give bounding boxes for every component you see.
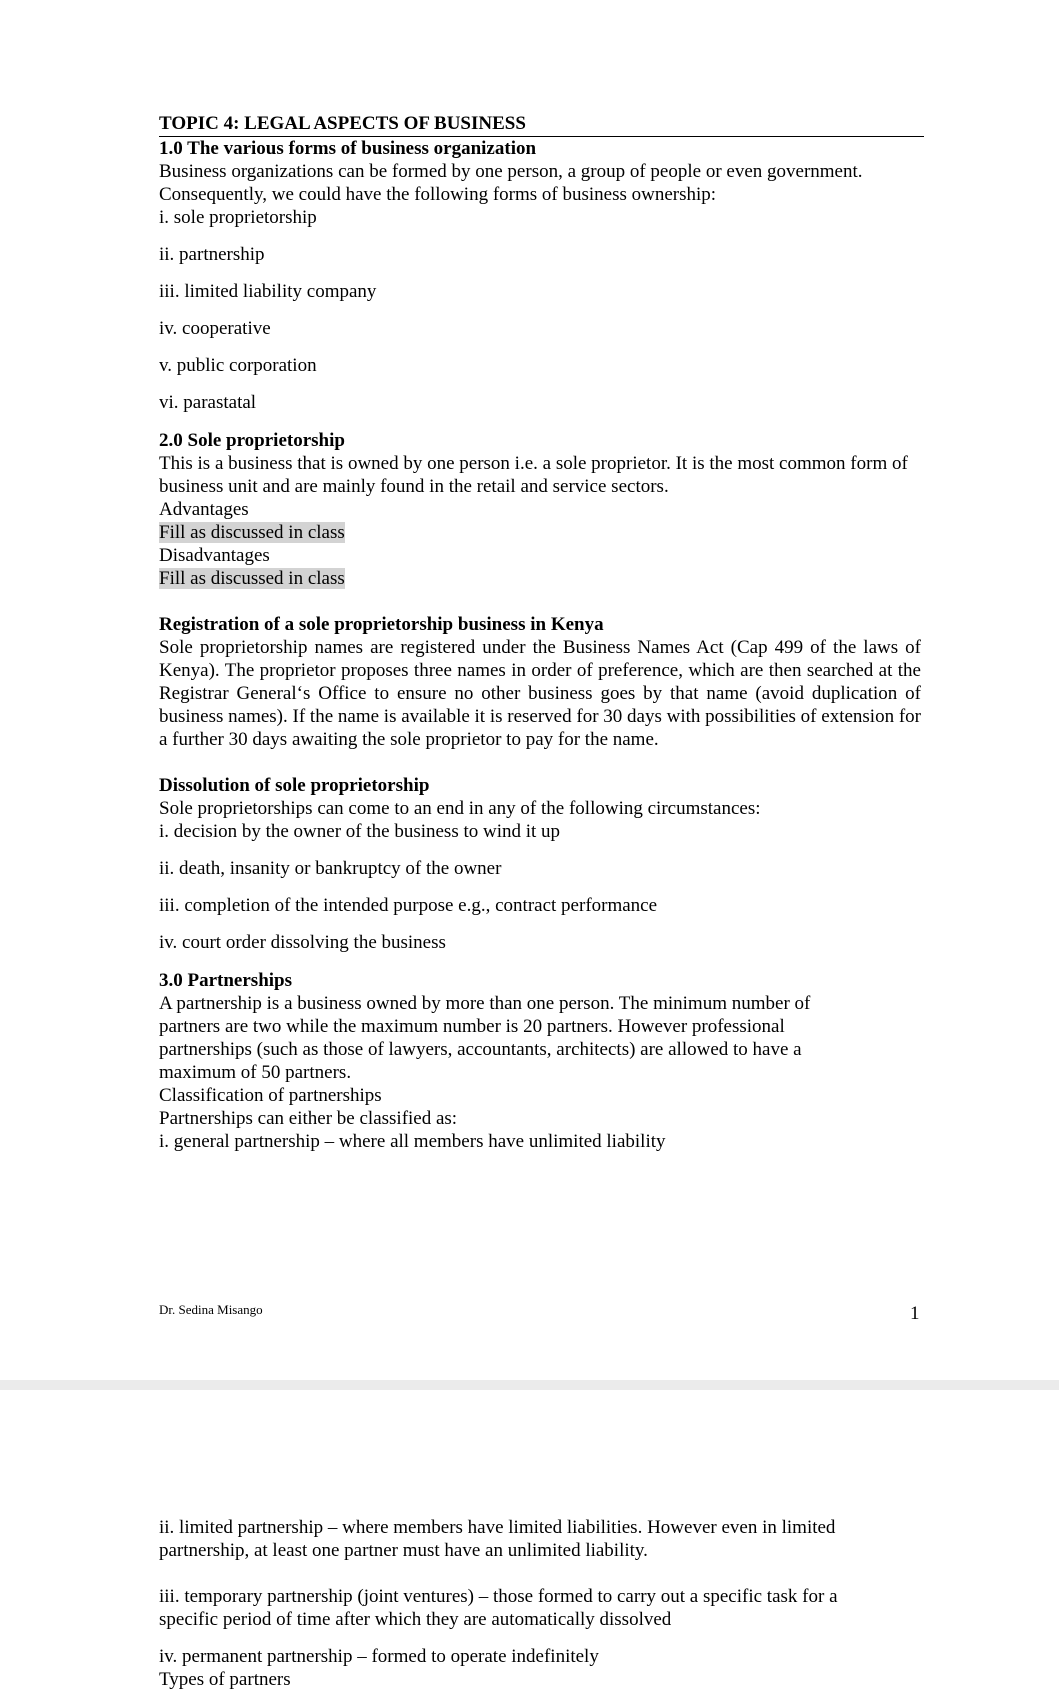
list-item-form: iii. limited liability company xyxy=(159,281,377,302)
paragraph-forms-line-1: Business organizations can be formed by one person, a group of people or even government. xyxy=(159,161,863,182)
list-item-dissolution: iii. completion of the intended purpose e.g., contract performance xyxy=(159,895,658,916)
document-page-2 xyxy=(0,1390,1059,1700)
disadvantages-fill-highlight: Fill as discussed in class xyxy=(159,568,345,589)
page-number: 1 xyxy=(910,1303,920,1324)
page-1-content xyxy=(159,112,921,1153)
paragraph-sole-proprietorship: This is a business that is owned by one person i.e. a sole proprietor. It is the most common form of business unit and are mainly found in the retail and service sectors. xyxy=(159,453,908,497)
list-item-form: vi. parastatal xyxy=(159,392,257,413)
section-heading-dissolution: Dissolution of sole proprietorship xyxy=(159,775,430,796)
list-item-partnership-type: i. general partnership – where all members have unlimited liability xyxy=(159,1131,666,1152)
paragraph-dissolution-intro: Sole proprietorships can come to an end in any of the following circumstances: xyxy=(159,798,761,819)
paragraph-registration: Sole proprietorship names are registered under the Business Names Act (Cap 499 of the laws of Kenya). The proprietor proposes three names in order of preference, which are then searched at the Registrar General‘s Office to ensure no other business goes by that name (avoid duplication of business names). If the name is available it is reserved for 30 days with possibilities of extension for a further 30 days awaiting the sole proprietor to pay for the name. xyxy=(159,637,921,750)
page-separator xyxy=(0,1380,1059,1390)
types-of-partners-label: Types of partners xyxy=(159,1669,291,1690)
list-item-form: v. public corporation xyxy=(159,355,317,376)
disadvantages-label: Disadvantages xyxy=(159,545,270,566)
paragraph-forms-line-2: Consequently, we could have the following forms of business ownership: xyxy=(159,184,717,205)
list-item-dissolution: iv. court order dissolving the business xyxy=(159,932,446,953)
list-item-partnership-type: ii. limited partnership – where members have limited liabilities. However even in limited partnership, at least one partner must have an unlimited liability. xyxy=(159,1517,836,1561)
section-heading-partnerships: 3.0 Partnerships xyxy=(159,970,292,991)
section-heading-registration: Registration of a sole proprietorship business in Kenya xyxy=(159,614,604,635)
list-item-partnership-type: iv. permanent partnership – formed to operate indefinitely xyxy=(159,1646,599,1667)
list-item-dissolution: i. decision by the owner of the business to wind it up xyxy=(159,821,561,842)
classification-intro: Partnerships can either be classified as: xyxy=(159,1108,458,1129)
advantages-label: Advantages xyxy=(159,499,249,520)
document-title: TOPIC 4: LEGAL ASPECTS OF BUSINESS xyxy=(159,112,924,137)
list-item-form: iv. cooperative xyxy=(159,318,271,339)
paragraph-partnerships: A partnership is a business owned by more than one person. The minimum number of partners are two while the maximum number is 20 partners. However professional partnerships (such as those of lawyers, accountants, architects) are allowed to have a maximum of 50 partners. xyxy=(159,993,811,1083)
advantages-fill-highlight: Fill as discussed in class xyxy=(159,522,345,543)
list-item-dissolution: ii. death, insanity or bankruptcy of the owner xyxy=(159,858,502,879)
section-heading-forms: 1.0 The various forms of business organization xyxy=(159,138,537,159)
list-item-partnership-type: iii. temporary partnership (joint ventures) – those formed to carry out a specific task for a specific period of time after which they are automatically dissolved xyxy=(159,1586,838,1630)
footer-author: Dr. Sedina Misango xyxy=(159,1302,263,1317)
page-2-content xyxy=(159,1516,899,1691)
list-item-form: i. sole proprietorship xyxy=(159,207,317,228)
section-heading-sole-proprietorship: 2.0 Sole proprietorship xyxy=(159,430,345,451)
list-item-form: ii. partnership xyxy=(159,244,265,265)
classification-label: Classification of partnerships xyxy=(159,1085,382,1106)
